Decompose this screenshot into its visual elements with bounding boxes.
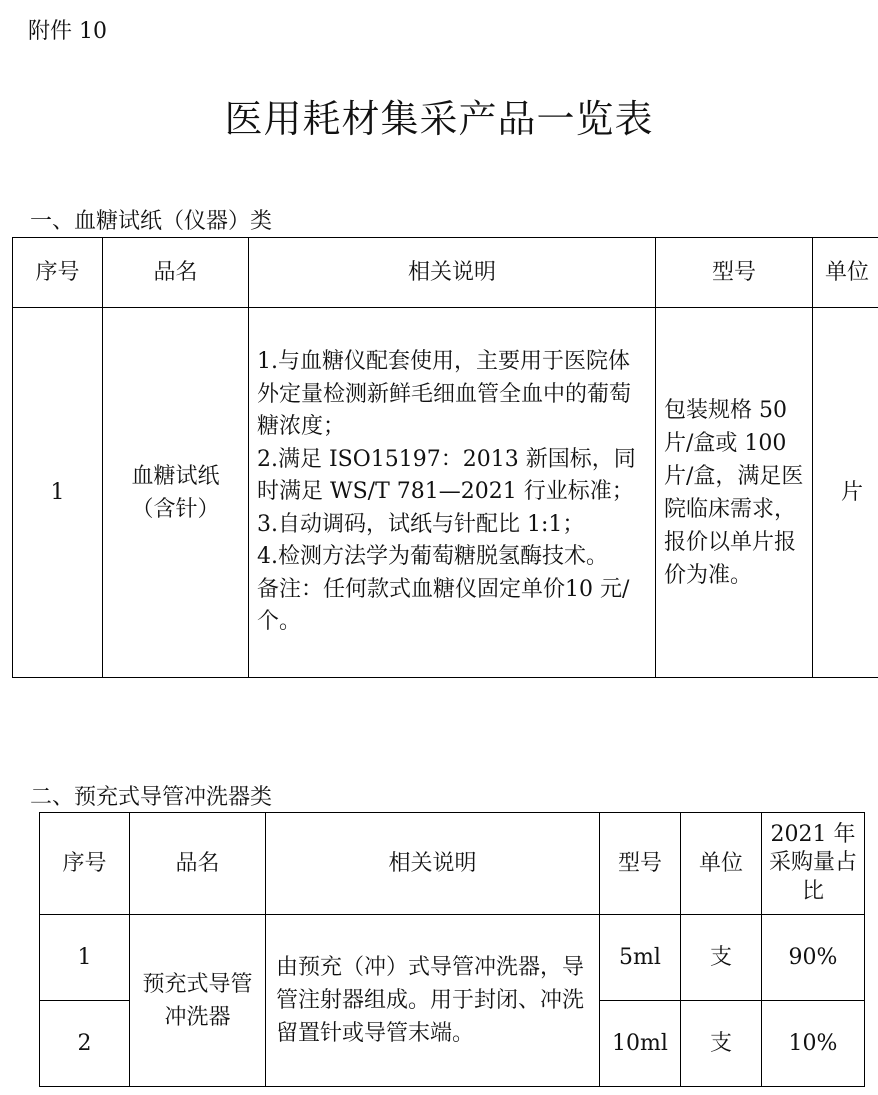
cell-no: 1 <box>13 308 103 678</box>
cell-unit: 支 <box>681 1001 762 1087</box>
cell-unit: 支 <box>681 915 762 1001</box>
header-cell-unit: 单位 <box>681 813 762 915</box>
header-cell-desc: 相关说明 <box>266 813 600 915</box>
header-cell-unit: 单位 <box>813 238 878 308</box>
cell-product-name: 血糖试纸（含针） <box>103 308 249 678</box>
header-cell-model: 型号 <box>600 813 681 915</box>
section-1-heading: 一、血糖试纸（仪器）类 <box>30 209 273 234</box>
header-cell-name: 品名 <box>130 813 266 915</box>
cell-model: 包装规格 50片/盒或 100片/盒，满足医院临床需求，报价以单片报价为准。 <box>656 308 813 678</box>
table-header-row <box>40 813 865 915</box>
cell-share: 90% <box>762 915 865 1001</box>
cell-model: 5ml <box>600 915 681 1001</box>
table-header-row <box>13 238 878 308</box>
page-title: 医用耗材集采产品一览表 <box>224 97 654 141</box>
header-cell-share: 2021 年采购量占比 <box>762 813 865 915</box>
table-row <box>40 915 865 1001</box>
section-2-heading: 二、预充式导管冲洗器类 <box>30 785 273 810</box>
glucose-strip-table <box>12 237 878 678</box>
cell-description: 1.与血糖仪配套使用，主要用于医院体外定量检测新鲜毛细血管全血中的葡萄糖浓度； 2.满足 ISO15197：2013 新国标，同时满足 WS/T 781—2021 行业标准； 3.自动调码，试纸与针配比 1:1； 4.检测方法学为葡萄糖脱氢酶技术。 备注：任何款式血糖仪固定单价10 元/个。 <box>249 308 656 678</box>
flush-syringe-table <box>39 812 865 1087</box>
cell-no: 2 <box>40 1001 130 1087</box>
cell-product-name: 预充式导管冲洗器 <box>130 915 266 1087</box>
cell-unit: 片 <box>813 308 878 678</box>
cell-description: 由预充（冲）式导管冲洗器，导管注射器组成。用于封闭、冲洗留置针或导管末端。 <box>266 915 600 1087</box>
header-cell-no: 序号 <box>13 238 103 308</box>
table-row <box>13 308 878 678</box>
cell-share: 10% <box>762 1001 865 1087</box>
cell-no: 1 <box>40 915 130 1001</box>
header-cell-desc: 相关说明 <box>249 238 656 308</box>
header-cell-no: 序号 <box>40 813 130 915</box>
cell-model: 10ml <box>600 1001 681 1087</box>
header-cell-model: 型号 <box>656 238 813 308</box>
header-cell-name: 品名 <box>103 238 249 308</box>
attachment-label: 附件 10 <box>28 19 107 44</box>
